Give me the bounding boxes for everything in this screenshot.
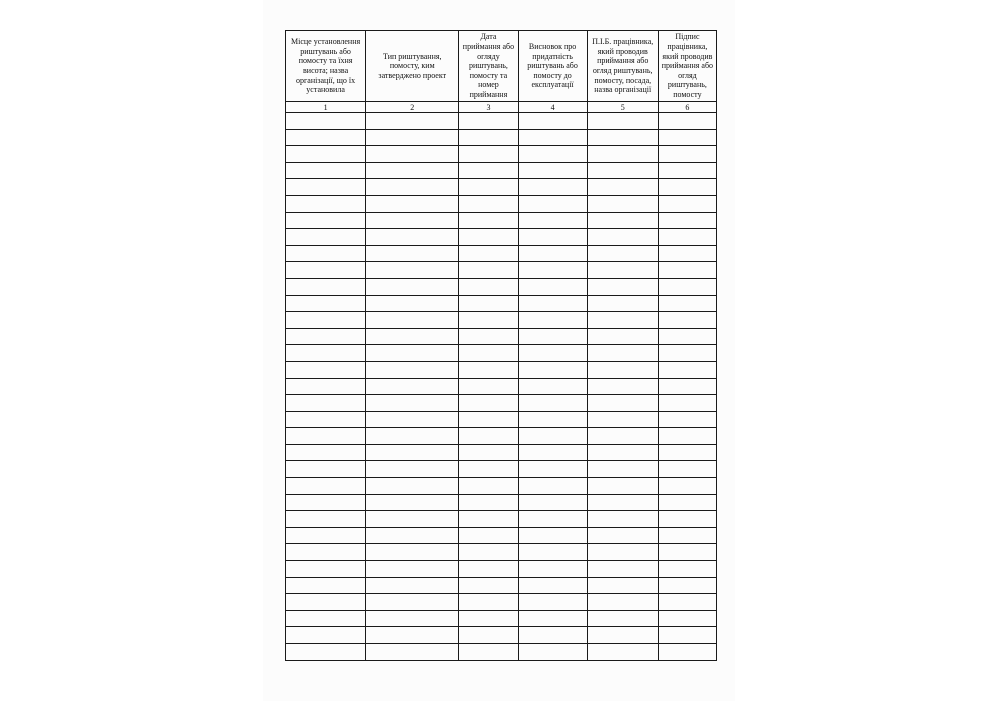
table-cell[interactable] — [366, 378, 459, 395]
table-cell[interactable] — [658, 428, 716, 445]
table-row — [286, 527, 717, 544]
table-cell[interactable] — [459, 428, 518, 445]
table-cell[interactable] — [286, 444, 366, 461]
table-row — [286, 494, 717, 511]
column-number-row — [286, 102, 717, 113]
table-cell[interactable] — [587, 494, 658, 511]
table-cell[interactable] — [587, 129, 658, 146]
table-row — [286, 328, 717, 345]
table-row — [286, 594, 717, 611]
table-cell[interactable] — [658, 627, 716, 644]
table-cell[interactable] — [518, 544, 587, 561]
column-number: 2 — [366, 102, 459, 113]
table-cell[interactable] — [366, 544, 459, 561]
table-cell[interactable] — [366, 195, 459, 212]
table-cell[interactable] — [518, 245, 587, 262]
table-row — [286, 262, 717, 279]
table-cell[interactable] — [459, 162, 518, 179]
table-row — [286, 162, 717, 179]
table-cell[interactable] — [459, 262, 518, 279]
table-cell[interactable] — [518, 229, 587, 246]
table-cell[interactable] — [366, 395, 459, 412]
table-row — [286, 444, 717, 461]
table-cell[interactable] — [286, 113, 366, 130]
table-cell[interactable] — [459, 278, 518, 295]
table-cell[interactable] — [518, 627, 587, 644]
column-header-location: Місце установлення риштувань або помосту та їхня висота; назва організації, що їх установила — [286, 31, 366, 102]
table-cell[interactable] — [518, 444, 587, 461]
table-cell[interactable] — [658, 577, 716, 594]
table-cell[interactable] — [459, 544, 518, 561]
table-cell[interactable] — [518, 129, 587, 146]
table-cell[interactable] — [459, 395, 518, 412]
table-cell[interactable] — [286, 511, 366, 528]
table-cell[interactable] — [658, 328, 716, 345]
table-cell[interactable] — [286, 395, 366, 412]
table-cell[interactable] — [658, 527, 716, 544]
table-row — [286, 195, 717, 212]
table-cell[interactable] — [459, 146, 518, 163]
table-cell[interactable] — [459, 461, 518, 478]
table-cell[interactable] — [518, 212, 587, 229]
table-cell[interactable] — [366, 179, 459, 196]
table-cell[interactable] — [658, 395, 716, 412]
table-row — [286, 561, 717, 578]
table-cell[interactable] — [518, 478, 587, 495]
table-cell[interactable] — [366, 146, 459, 163]
table-cell[interactable] — [366, 229, 459, 246]
table-cell[interactable] — [286, 610, 366, 627]
table-cell[interactable] — [286, 345, 366, 362]
table-cell[interactable] — [286, 411, 366, 428]
table-cell[interactable] — [286, 627, 366, 644]
table-cell[interactable] — [459, 444, 518, 461]
table-cell[interactable] — [286, 129, 366, 146]
table-cell[interactable] — [459, 644, 518, 661]
table-cell[interactable] — [459, 295, 518, 312]
table-cell[interactable] — [366, 345, 459, 362]
table-cell[interactable] — [459, 345, 518, 362]
table-cell[interactable] — [518, 411, 587, 428]
table-cell[interactable] — [459, 245, 518, 262]
table-cell[interactable] — [658, 594, 716, 611]
table-cell[interactable] — [518, 179, 587, 196]
table-cell[interactable] — [658, 494, 716, 511]
column-header-date: Дата приймання або огляду риштувань, помосту та номер приймання — [459, 31, 518, 102]
table-row — [286, 478, 717, 495]
table-cell[interactable] — [286, 561, 366, 578]
table-cell[interactable] — [587, 627, 658, 644]
table-cell[interactable] — [459, 577, 518, 594]
table-cell[interactable] — [286, 312, 366, 329]
table-cell[interactable] — [518, 295, 587, 312]
table-cell[interactable] — [286, 195, 366, 212]
table-cell[interactable] — [459, 594, 518, 611]
table-cell[interactable] — [366, 328, 459, 345]
table-cell[interactable] — [366, 162, 459, 179]
table-cell[interactable] — [459, 511, 518, 528]
table-cell[interactable] — [286, 644, 366, 661]
table-cell[interactable] — [459, 627, 518, 644]
table-cell[interactable] — [366, 594, 459, 611]
header-row — [286, 31, 717, 102]
table-cell[interactable] — [658, 278, 716, 295]
table-cell[interactable] — [286, 428, 366, 445]
table-cell[interactable] — [518, 511, 587, 528]
table-cell[interactable] — [286, 478, 366, 495]
table-row — [286, 312, 717, 329]
table-cell[interactable] — [286, 594, 366, 611]
table-cell[interactable] — [518, 594, 587, 611]
table-cell[interactable] — [587, 478, 658, 495]
table-cell[interactable] — [587, 444, 658, 461]
table-cell[interactable] — [658, 229, 716, 246]
table-cell[interactable] — [366, 527, 459, 544]
table-cell[interactable] — [658, 444, 716, 461]
table-cell[interactable] — [587, 461, 658, 478]
table-row — [286, 278, 717, 295]
table-cell[interactable] — [658, 212, 716, 229]
table-cell[interactable] — [587, 577, 658, 594]
table-cell[interactable] — [286, 544, 366, 561]
table-cell[interactable] — [658, 644, 716, 661]
table-cell[interactable] — [587, 561, 658, 578]
table-cell[interactable] — [366, 627, 459, 644]
table-cell[interactable] — [587, 278, 658, 295]
table-cell[interactable] — [658, 146, 716, 163]
table-row — [286, 395, 717, 412]
table-cell[interactable] — [518, 195, 587, 212]
table-cell[interactable] — [286, 527, 366, 544]
table-cell[interactable] — [658, 610, 716, 627]
table-cell[interactable] — [366, 577, 459, 594]
table-body — [286, 113, 717, 661]
table-cell[interactable] — [286, 245, 366, 262]
table-cell[interactable] — [366, 312, 459, 329]
table-cell[interactable] — [587, 262, 658, 279]
table-cell[interactable] — [286, 461, 366, 478]
table-cell[interactable] — [286, 328, 366, 345]
table-cell[interactable] — [587, 146, 658, 163]
table-cell[interactable] — [658, 511, 716, 528]
column-header-type: Тип риштування, помосту, ким затверджено проект — [366, 31, 459, 102]
table-cell[interactable] — [459, 328, 518, 345]
table-cell[interactable] — [587, 428, 658, 445]
table-cell[interactable] — [286, 179, 366, 196]
table-row — [286, 511, 717, 528]
table-cell[interactable] — [286, 494, 366, 511]
table-cell[interactable] — [587, 179, 658, 196]
table-cell[interactable] — [286, 577, 366, 594]
table-row — [286, 229, 717, 246]
table-cell[interactable] — [366, 428, 459, 445]
table-cell[interactable] — [587, 527, 658, 544]
table-cell[interactable] — [658, 113, 716, 130]
table-cell[interactable] — [366, 444, 459, 461]
table-cell[interactable] — [286, 212, 366, 229]
table-cell[interactable] — [459, 312, 518, 329]
table-cell[interactable] — [658, 411, 716, 428]
table-cell[interactable] — [366, 494, 459, 511]
table-cell[interactable] — [366, 295, 459, 312]
table-cell[interactable] — [587, 312, 658, 329]
table-row — [286, 113, 717, 130]
table-cell[interactable] — [518, 644, 587, 661]
table-cell[interactable] — [658, 478, 716, 495]
table-cell[interactable] — [587, 295, 658, 312]
table-cell[interactable] — [518, 146, 587, 163]
table-cell[interactable] — [459, 179, 518, 196]
table-cell[interactable] — [366, 461, 459, 478]
table-cell[interactable] — [587, 212, 658, 229]
table-row — [286, 627, 717, 644]
table-cell[interactable] — [286, 262, 366, 279]
table-cell[interactable] — [366, 245, 459, 262]
table-cell[interactable] — [587, 594, 658, 611]
table-cell[interactable] — [366, 644, 459, 661]
table-cell[interactable] — [366, 361, 459, 378]
table-cell[interactable] — [459, 494, 518, 511]
table-cell[interactable] — [366, 278, 459, 295]
table-row — [286, 428, 717, 445]
table-cell[interactable] — [658, 179, 716, 196]
table-cell[interactable] — [587, 361, 658, 378]
table-cell[interactable] — [366, 478, 459, 495]
column-number: 5 — [587, 102, 658, 113]
table-cell[interactable] — [518, 494, 587, 511]
table-cell[interactable] — [286, 361, 366, 378]
table-cell[interactable] — [286, 229, 366, 246]
table-cell[interactable] — [658, 245, 716, 262]
table-row — [286, 461, 717, 478]
table-cell[interactable] — [658, 195, 716, 212]
table-row — [286, 411, 717, 428]
table-cell[interactable] — [286, 295, 366, 312]
table-cell[interactable] — [518, 461, 587, 478]
table-row — [286, 179, 717, 196]
table-cell[interactable] — [518, 162, 587, 179]
table-cell[interactable] — [518, 577, 587, 594]
table-cell[interactable] — [518, 328, 587, 345]
column-number: 4 — [518, 102, 587, 113]
table-cell[interactable] — [459, 561, 518, 578]
table-row — [286, 245, 717, 262]
table-row — [286, 361, 717, 378]
table-cell[interactable] — [658, 262, 716, 279]
table-cell[interactable] — [587, 345, 658, 362]
table-cell[interactable] — [459, 129, 518, 146]
table-cell[interactable] — [587, 644, 658, 661]
column-header-conclusion: Висновок про придатність риштувань або помосту до експлуатації — [518, 31, 587, 102]
scaffold-inspection-journal-table — [285, 30, 717, 661]
table-cell[interactable] — [459, 610, 518, 627]
table-cell[interactable] — [518, 312, 587, 329]
table-cell[interactable] — [658, 295, 716, 312]
table-cell[interactable] — [658, 461, 716, 478]
table-cell[interactable] — [658, 345, 716, 362]
table-cell[interactable] — [518, 113, 587, 130]
table-cell[interactable] — [459, 195, 518, 212]
table-cell[interactable] — [459, 212, 518, 229]
table-cell[interactable] — [286, 378, 366, 395]
table-row — [286, 644, 717, 661]
table-cell[interactable] — [658, 162, 716, 179]
table-cell[interactable] — [366, 113, 459, 130]
table-cell[interactable] — [587, 245, 658, 262]
column-number: 3 — [459, 102, 518, 113]
table-cell[interactable] — [518, 378, 587, 395]
table-cell[interactable] — [587, 113, 658, 130]
table-cell[interactable] — [459, 411, 518, 428]
table-cell[interactable] — [587, 328, 658, 345]
table-cell[interactable] — [587, 395, 658, 412]
table-cell[interactable] — [459, 229, 518, 246]
table-cell[interactable] — [658, 544, 716, 561]
column-number: 6 — [658, 102, 716, 113]
table-cell[interactable] — [587, 162, 658, 179]
table-cell[interactable] — [587, 411, 658, 428]
table-cell[interactable] — [459, 527, 518, 544]
table-row — [286, 345, 717, 362]
column-header-signature: Підпис працівника, який проводив приймання або огляд риштувань, помосту — [658, 31, 716, 102]
table-cell[interactable] — [518, 527, 587, 544]
table-cell[interactable] — [587, 378, 658, 395]
table-row — [286, 146, 717, 163]
table-cell[interactable] — [587, 229, 658, 246]
table-cell[interactable] — [518, 278, 587, 295]
table-cell[interactable] — [366, 212, 459, 229]
table-cell[interactable] — [658, 378, 716, 395]
table-cell[interactable] — [286, 278, 366, 295]
table-cell[interactable] — [366, 129, 459, 146]
table-cell[interactable] — [518, 345, 587, 362]
table-cell[interactable] — [366, 561, 459, 578]
table-cell[interactable] — [518, 610, 587, 627]
table-cell[interactable] — [518, 361, 587, 378]
table-cell[interactable] — [587, 544, 658, 561]
table-cell[interactable] — [658, 361, 716, 378]
table-row — [286, 378, 717, 395]
table-cell[interactable] — [518, 561, 587, 578]
table-cell[interactable] — [286, 162, 366, 179]
table-row — [286, 610, 717, 627]
table-row — [286, 544, 717, 561]
table-row — [286, 129, 717, 146]
table-row — [286, 295, 717, 312]
table-row — [286, 577, 717, 594]
table-cell[interactable] — [366, 411, 459, 428]
table-cell[interactable] — [518, 395, 587, 412]
table-cell[interactable] — [459, 361, 518, 378]
column-number: 1 — [286, 102, 366, 113]
table-cell[interactable] — [366, 262, 459, 279]
table-cell[interactable] — [587, 511, 658, 528]
table-cell[interactable] — [459, 113, 518, 130]
table-cell[interactable] — [459, 378, 518, 395]
table-cell[interactable] — [366, 610, 459, 627]
table-cell[interactable] — [658, 561, 716, 578]
column-header-inspector: П.І.Б. працівника, який проводив приймання або огляд риштувань, помосту, посада, назва організації — [587, 31, 658, 102]
table-cell[interactable] — [658, 129, 716, 146]
table-cell[interactable] — [518, 428, 587, 445]
table-row — [286, 212, 717, 229]
table-cell[interactable] — [286, 146, 366, 163]
table-cell[interactable] — [366, 511, 459, 528]
table-cell[interactable] — [587, 610, 658, 627]
table-cell[interactable] — [518, 262, 587, 279]
table-cell[interactable] — [459, 478, 518, 495]
table-cell[interactable] — [658, 312, 716, 329]
table-cell[interactable] — [587, 195, 658, 212]
